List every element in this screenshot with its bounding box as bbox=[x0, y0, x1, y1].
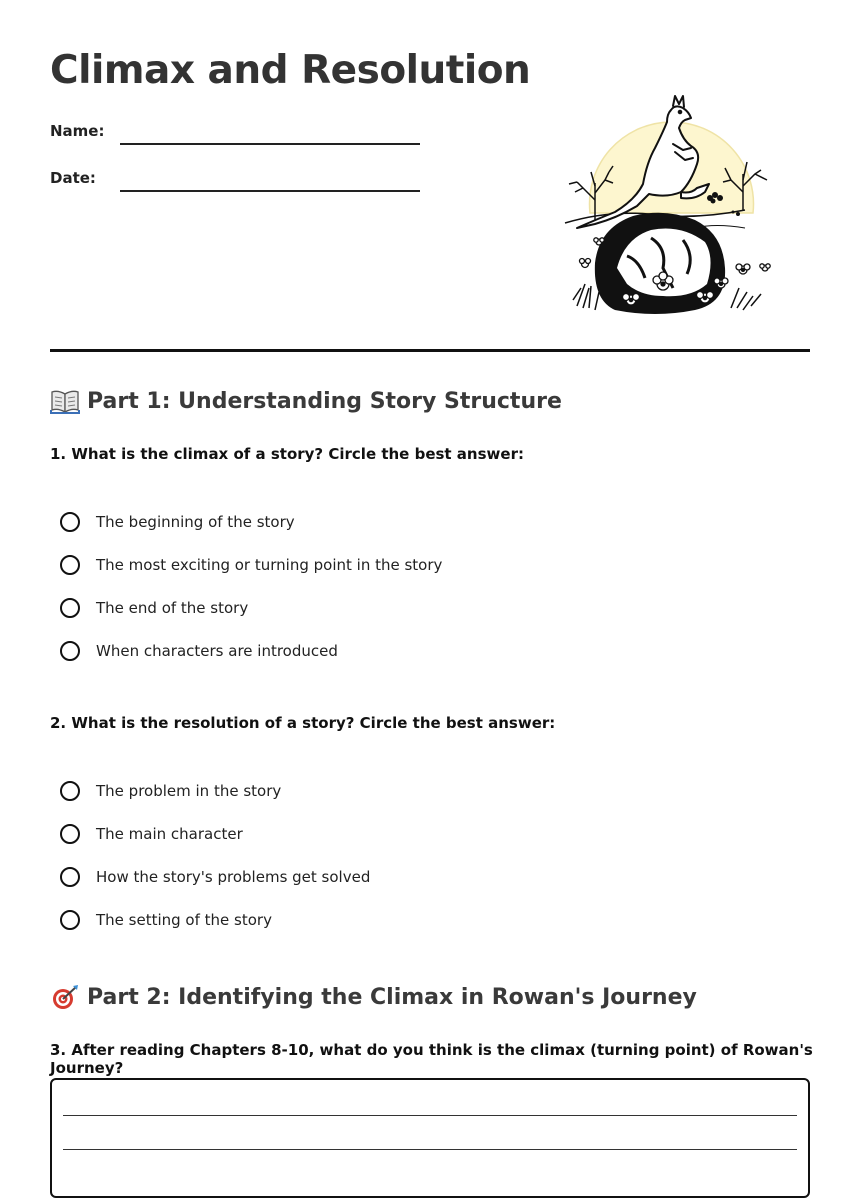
answer-line[interactable] bbox=[63, 1149, 797, 1150]
kangaroo-illustration bbox=[555, 88, 780, 318]
radio-circle[interactable] bbox=[60, 910, 80, 930]
radio-circle[interactable] bbox=[60, 867, 80, 887]
question-3: 3. After reading Chapters 8-10, what do you think is the climax (turning point) of Rowan's Journey? bbox=[50, 1041, 813, 1077]
radio-circle[interactable] bbox=[60, 641, 80, 661]
answer-box[interactable] bbox=[50, 1078, 810, 1198]
target-dart-icon bbox=[50, 984, 80, 1010]
open-book-icon bbox=[50, 388, 80, 414]
option-label: The problem in the story bbox=[96, 782, 282, 800]
radio-circle[interactable] bbox=[60, 598, 80, 618]
q1-option-4[interactable] bbox=[60, 638, 338, 664]
q2-option-3[interactable] bbox=[60, 864, 370, 890]
part1-heading bbox=[50, 388, 562, 414]
q1-option-3[interactable] bbox=[60, 595, 248, 621]
page-title: Climax and Resolution bbox=[50, 48, 531, 93]
option-label: When characters are introduced bbox=[96, 642, 338, 660]
section-divider bbox=[50, 349, 810, 352]
option-label: The end of the story bbox=[96, 599, 249, 617]
answer-line[interactable] bbox=[63, 1115, 797, 1116]
question-2: 2. What is the resolution of a story? Circle the best answer: bbox=[50, 714, 556, 732]
radio-circle[interactable] bbox=[60, 512, 80, 532]
part2-heading-text: Part 2: Identifying the Climax in Rowan's Journey bbox=[87, 984, 697, 1010]
question-1: 1. What is the climax of a story? Circle the best answer: bbox=[50, 445, 524, 463]
q2-option-1[interactable] bbox=[60, 778, 281, 804]
option-label: The most exciting or turning point in the story bbox=[96, 556, 443, 574]
q1-option-1[interactable] bbox=[60, 509, 295, 535]
date-label: Date: bbox=[50, 169, 96, 187]
q2-option-4[interactable] bbox=[60, 907, 272, 933]
radio-circle[interactable] bbox=[60, 555, 80, 575]
part2-heading bbox=[50, 984, 697, 1010]
option-label: How the story's problems get solved bbox=[96, 868, 371, 886]
part1-heading-text: Part 1: Understanding Story Structure bbox=[87, 388, 562, 414]
date-field[interactable] bbox=[120, 190, 420, 192]
option-label: The setting of the story bbox=[96, 911, 272, 929]
q1-option-2[interactable] bbox=[60, 552, 442, 578]
option-label: The beginning of the story bbox=[96, 513, 295, 531]
option-label: The main character bbox=[96, 825, 243, 843]
name-field[interactable] bbox=[120, 143, 420, 145]
name-label: Name: bbox=[50, 122, 105, 140]
q2-option-2[interactable] bbox=[60, 821, 243, 847]
radio-circle[interactable] bbox=[60, 824, 80, 844]
radio-circle[interactable] bbox=[60, 781, 80, 801]
